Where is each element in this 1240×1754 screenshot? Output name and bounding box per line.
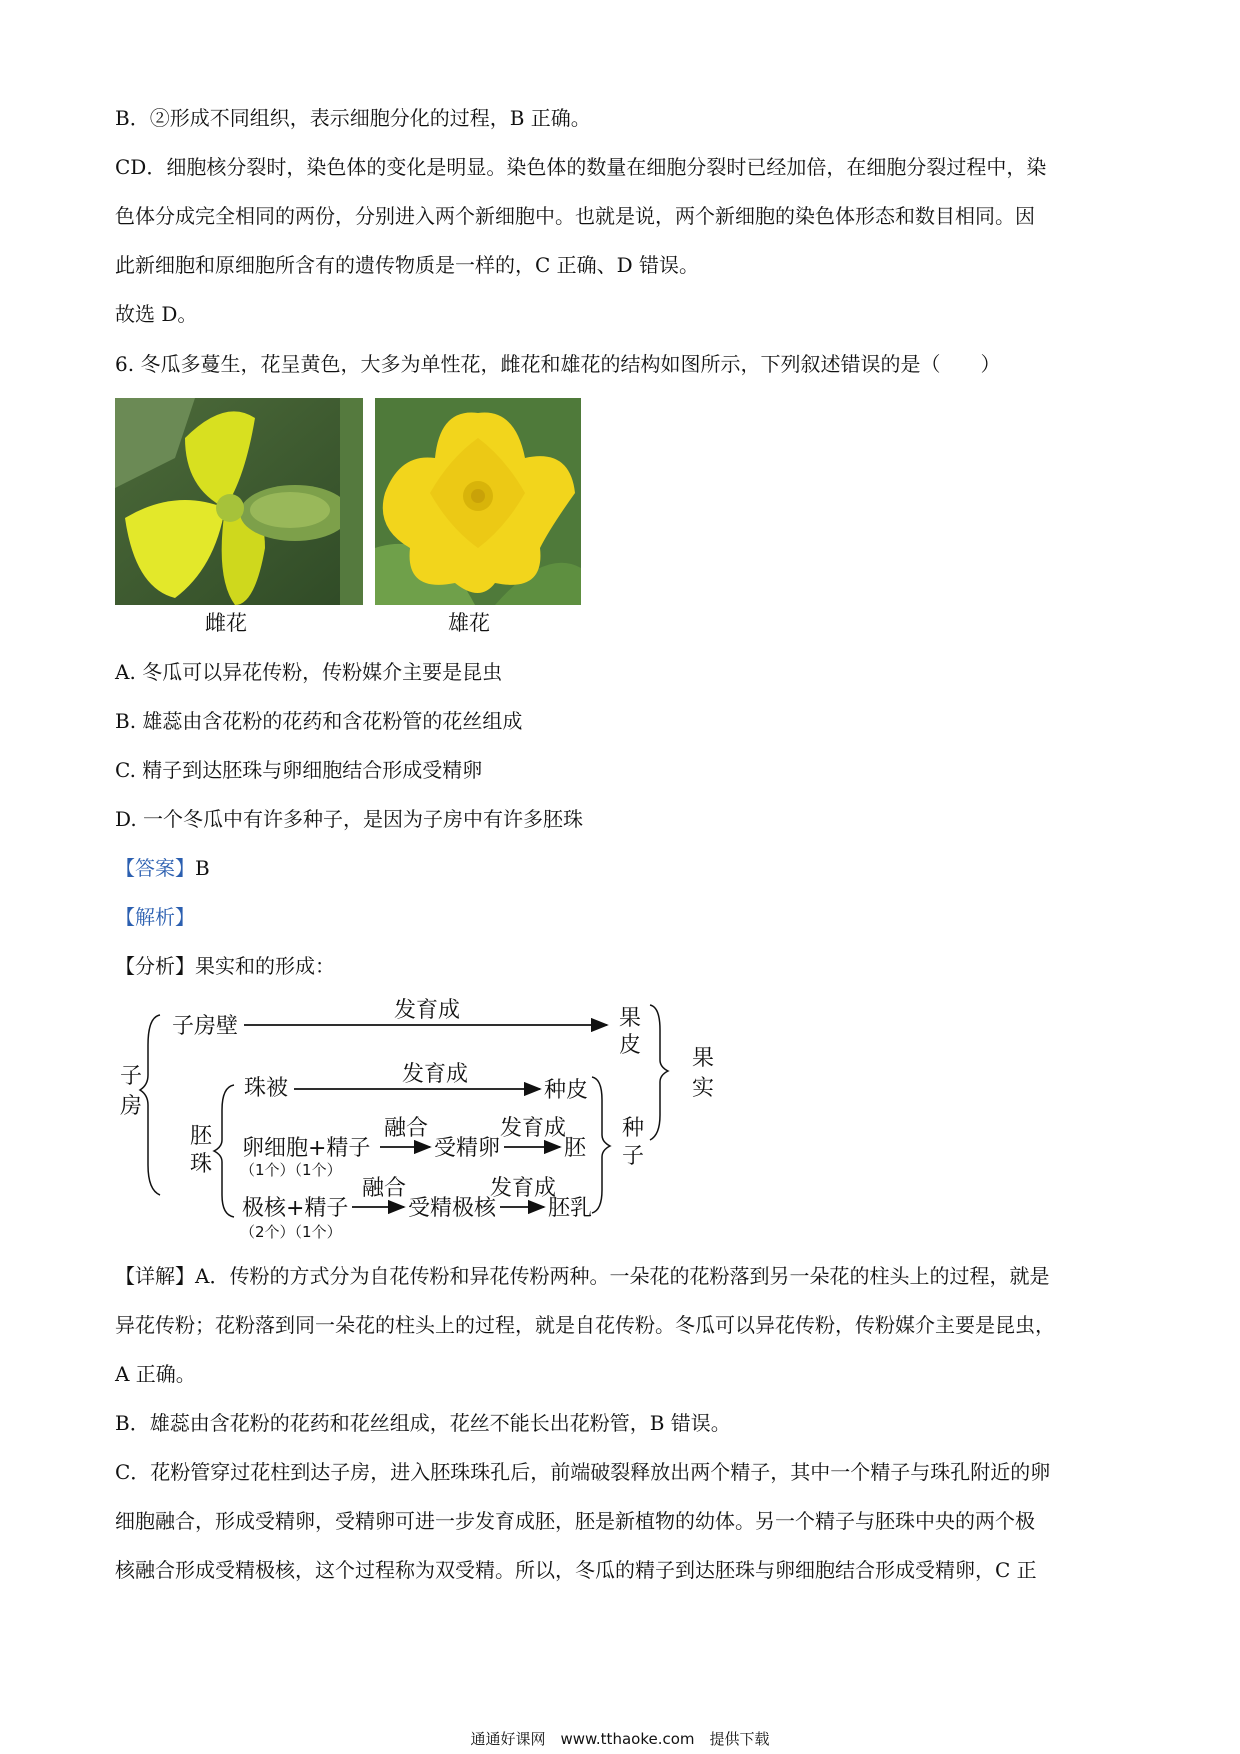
fruit-formation-diagram (112, 985, 732, 1245)
para-b: B．②形成不同组织，表示细胞分化的过程，B 正确。 (115, 106, 591, 130)
embryo: 胚 (564, 1136, 587, 1161)
fertilized-polar: 受精极核 (408, 1196, 497, 1221)
detail-a-2: 异花传粉；花粉落到同一朵花的柱头上的过程，就是自花传粉。冬瓜可以异花传粉，传粉媒介主要是昆虫， (115, 1313, 1055, 1337)
ovary-wall: 子房壁 (172, 1014, 239, 1039)
footer: 通通好课网 www.tthaoke.com 提供下载 (470, 1730, 770, 1748)
option-d: D. 一个冬瓜中有许多种子，是因为子房中有许多胚珠 (115, 807, 584, 831)
egg-fuse: 融合 (384, 1116, 429, 1141)
seed-brace (592, 1077, 610, 1213)
ovule-char-1: 胚 (190, 1124, 213, 1149)
answer-value: B (195, 856, 210, 880)
fruit-char-2: 实 (692, 1076, 715, 1101)
answer-line (115, 854, 210, 882)
detail-a-3: A 正确。 (115, 1362, 196, 1386)
wall-develop: 发育成 (394, 998, 461, 1023)
detail-a-1: 【详解】A．传粉的方式分为自花传粉和异花传粉两种。一朵花的花粉落到另一朵花的柱头上的过程，就是 (115, 1264, 1050, 1288)
ovary-char-2: 房 (120, 1094, 143, 1119)
integument: 珠被 (244, 1076, 289, 1101)
fruit-brace (650, 1005, 668, 1140)
option-c: C. 精子到达胚珠与卵细胞结合形成受精卵 (115, 758, 483, 782)
fruit-char-1: 果 (692, 1046, 715, 1071)
pericarp-char-2: 皮 (619, 1033, 642, 1058)
ovary-char-1: 子 (120, 1064, 143, 1089)
ovary-brace (140, 1015, 160, 1195)
female-flower-photo (115, 398, 363, 605)
question-stem: 6. 冬瓜多蔓生，花呈黄色，大多为单性花，雌花和雄花的结构如图所示，下列叙述错误的是（ ） (115, 352, 1001, 376)
option-b: B. 雄蕊由含花粉的花药和含花粉管的花丝组成 (115, 709, 523, 733)
para-cd-2: 色体分成完全相同的两份，分别进入两个新细胞中。也就是说，两个新细胞的染色体形态和数目相同。因 (115, 204, 1035, 228)
male-flower-photo (375, 398, 581, 605)
detail-c-2: 细胞融合，形成受精卵，受精卵可进一步发育成胚，胚是新植物的幼体。另一个精子与胚珠中央的两个极 (115, 1509, 1035, 1533)
para-select: 故选 D。 (115, 302, 198, 326)
seed-coat: 种皮 (544, 1078, 589, 1103)
answer-label: 【答案】 (115, 856, 195, 880)
ovule-char-2: 珠 (190, 1152, 213, 1177)
analysis-intro: 【分析】果实和的形成： (115, 954, 335, 978)
endosperm: 胚乳 (548, 1196, 593, 1221)
detail-c-3: 核融合形成受精极核，这个过程称为双受精。所以，冬瓜的精子到达胚珠与卵细胞结合形成受精卵，C 正 (115, 1558, 1037, 1582)
option-a: A. 冬瓜可以异花传粉，传粉媒介主要是昆虫 (115, 660, 503, 684)
seed-char-2: 子 (622, 1144, 645, 1169)
zygote: 受精卵 (434, 1136, 501, 1161)
para-cd-1: CD．细胞核分裂时，染色体的变化是明显。染色体的数量在细胞分裂时已经加倍，在细胞分裂过程中，染 (115, 155, 1047, 179)
polar-count: （2个）（1个） (240, 1223, 342, 1241)
polar-develop: 发育成 (490, 1176, 557, 1201)
polar-fuse: 融合 (362, 1176, 407, 1201)
integument-develop: 发育成 (402, 1062, 469, 1087)
detail-b: B．雄蕊由含花粉的花药和花丝组成，花丝不能长出花粉管，B 错误。 (115, 1411, 731, 1435)
para-cd-3: 此新细胞和原细胞所含有的遗传物质是一样的，C 正确、D 错误。 (115, 253, 700, 277)
egg-count: （1个）（1个） (240, 1161, 342, 1179)
female-flower-caption: 雌花 (205, 611, 247, 635)
seed-char-1: 种 (622, 1116, 645, 1141)
zygote-develop: 发育成 (500, 1116, 567, 1141)
polar-sperm: 极核+精子 (242, 1196, 349, 1221)
pericarp-char-1: 果 (619, 1006, 642, 1031)
ovule-brace (214, 1085, 234, 1217)
detail-c-1: C．花粉管穿过花柱到达子房，进入胚珠珠孔后，前端破裂释放出两个精子，其中一个精子与珠孔附近的卵 (115, 1460, 1051, 1484)
male-flower-caption: 雄花 (448, 611, 490, 635)
analysis-label: 【解析】 (115, 905, 195, 929)
egg-sperm: 卵细胞+精子 (242, 1136, 371, 1161)
